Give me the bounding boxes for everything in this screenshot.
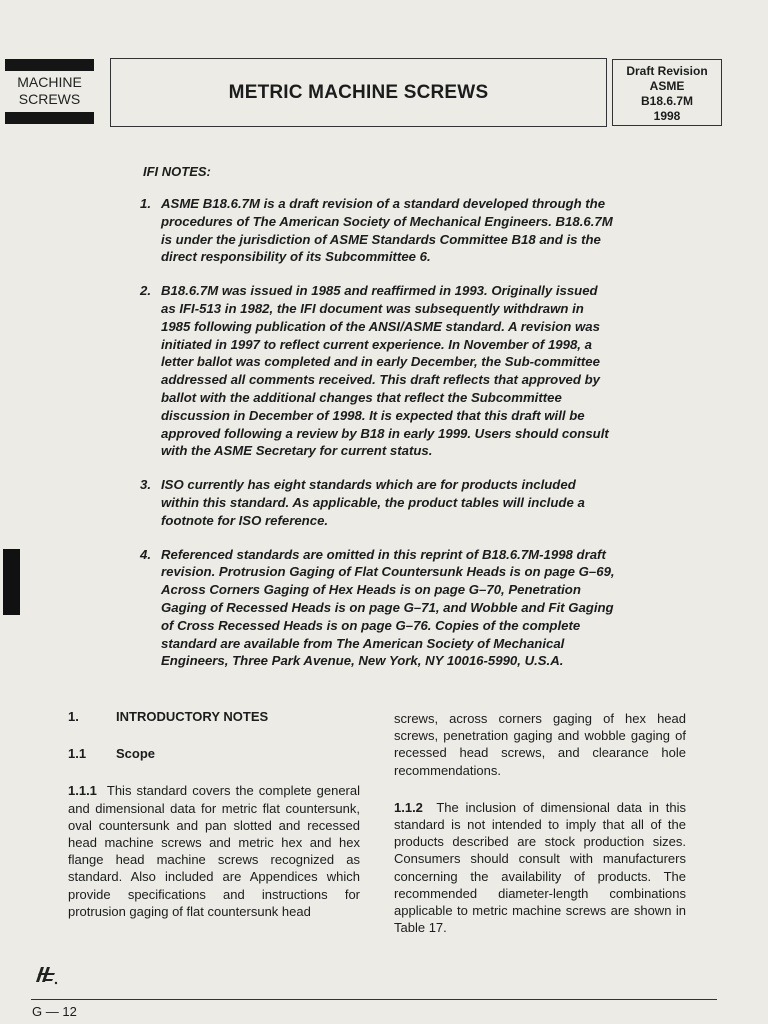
side-tab-bar-bottom	[5, 112, 94, 124]
subsection-number: 1.1	[68, 746, 87, 762]
page-title: METRIC MACHINE SCREWS	[228, 81, 489, 103]
thumb-index-tab	[3, 549, 20, 615]
section-title: INTRODUCTORY NOTES	[116, 709, 269, 724]
revision-box	[612, 59, 722, 126]
revision-line1: Draft Revision	[626, 64, 708, 78]
paragraph-1-1-1	[68, 782, 360, 920]
note-text: Referenced standards are omitted in this reprint of B18.6.7M-1998 draft revision. Protrusion Gaging of Flat Countersunk Heads is on page G–69, Across Corners Gaging of Hex Heads is on page G–70, Penetration Gaging of Recessed Heads is on page G–71, and Wobble and Fit Gaging of Cross Recessed Heads is on page G–76. Copies of the complete standard are available from The American Society of Mechanical Engineers, Three Park Avenue, New York, NY 10016-5990, U.S.A.	[161, 546, 615, 669]
note-text: B18.6.7M was issued in 1985 and reaffirmed in 1993. Originally issued as IFI-513 in 1982, the IFI document was subsequently withdrawn in 1985 following publication of the ANSI/ASME standard. A revision was initiated in 1997 to reflect current experience. In November of 1998, a letter ballot was completed and in early December, the Sub-committee addressed all comments received. This draft reflects that approved by ballot with the additional changes that reflect the Subcommittee discussion in December of 1998. It is expected that this draft will be approved following a review by B18 in early 1999. Users should consult with the ASME Secretary for current status.	[161, 283, 609, 459]
side-label-line1: MACHINE	[17, 74, 82, 90]
note-text: ASME B18.6.7M is a draft revision of a standard developed through the procedures of The American Society of Mechanical Engineers. B18.6.7M is under the jurisdiction of ASME Standards Committee B18 and is the direct responsibility of its Subcommittee 6.	[161, 196, 613, 265]
note-text: ISO currently has eight standards which are for products included within this standard. As applicable, the product tables will include a footnote for ISO reference.	[161, 477, 585, 528]
revision-line2: ASME	[649, 79, 685, 93]
note-number: 1.	[140, 196, 151, 211]
right-column	[394, 710, 686, 936]
paragraph-1-1-2	[394, 799, 686, 937]
ifi-note	[140, 476, 615, 529]
note-number: 4.	[140, 546, 151, 562]
ifi-notes-list	[140, 195, 615, 686]
side-label-line2: SCREWS	[18, 91, 81, 107]
ifi-note	[140, 282, 615, 460]
ifi-note	[140, 546, 615, 671]
paragraph-continued: screws, across corners gaging of hex head screws, penetration gaging and wobble gaging of recessed head screws, and clearance hole recommendations.	[394, 711, 686, 778]
subsection-title: Scope	[116, 746, 156, 762]
paragraph-text: The inclusion of dimensional data in this standard is not intended to imply that all of the products described are stock production sizes. Consumers should consult with manufacturers concerning the availability of products. The recommended diameter-length combinations applicable to metric machine screws are shown in Table 17.	[394, 799, 686, 936]
section-side-label	[5, 74, 94, 108]
left-column	[68, 708, 360, 920]
ifi-note	[140, 195, 615, 266]
paragraph-number: 1.1.2	[394, 799, 423, 815]
revision-line4: 1998	[653, 109, 681, 123]
ifi-logo-icon	[33, 964, 59, 986]
paragraph-text: This standard covers the complete general and dimensional data for metric flat countersunk, oval countersunk and pan slotted and recessed head machine screws and metric hex and hex flange head machine screws recognized as standard. Also included are Appendices which provide specifications and instructions for protrusion gaging of flat countersunk head	[68, 783, 360, 919]
revision-line3: B18.6.7M	[640, 94, 694, 108]
subsection-heading	[68, 745, 360, 762]
page-number: G — 12	[32, 1004, 77, 1019]
paragraph-number: 1.1.1	[68, 783, 97, 799]
footer-rule	[31, 999, 717, 1000]
ifi-notes-heading: IFI NOTES:	[143, 164, 211, 179]
section-heading	[68, 708, 360, 725]
note-number: 2.	[140, 283, 151, 299]
note-number: 3.	[140, 477, 151, 493]
title-box	[110, 58, 607, 127]
section-number: 1.	[68, 709, 79, 724]
side-tab-bar-top	[5, 59, 94, 71]
